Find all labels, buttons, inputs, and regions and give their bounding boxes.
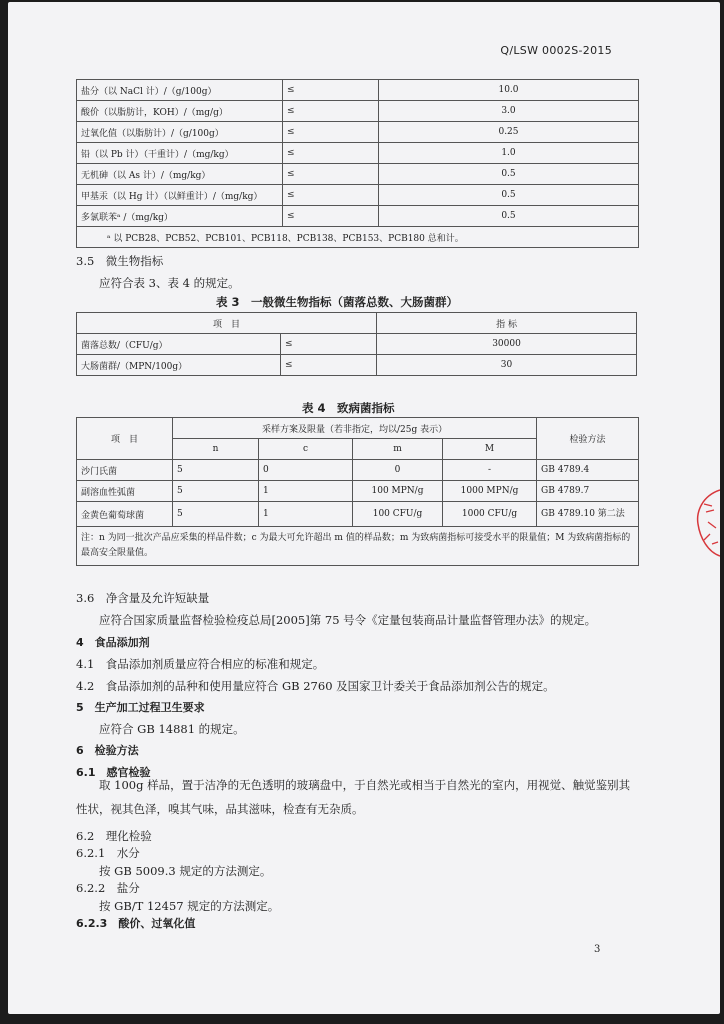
operator-cell: ≤ <box>283 164 379 185</box>
M-cell: 1000 CFU/g <box>443 502 537 527</box>
operator-cell: ≤ <box>281 355 377 376</box>
section-6 <box>76 742 139 758</box>
method-cell: GB 4789.10 第二法 <box>537 502 639 527</box>
section-6-2 <box>76 828 152 844</box>
section-number: 6.2.2 <box>76 881 106 895</box>
n-cell: 5 <box>173 460 259 481</box>
value-cell: 0.5 <box>379 185 639 206</box>
table-row <box>77 101 639 122</box>
section-title: 理化检验 <box>105 829 152 843</box>
table-row <box>77 206 639 227</box>
item-cell: 铅（以 Pb 计）（干重计）/（mg/kg） <box>77 143 283 164</box>
table-note: 注：n 为同一批次产品应采集的样品件数；c 为最大可允许超出 m 值的样品数；m 为致病菌指标可接受水平的限量值；M 为致病菌指标的最高安全限量值。 <box>77 527 639 566</box>
table4-caption: 表 4 致病菌指标 <box>302 401 395 415</box>
section-6-2-1-text: 按 GB 5009.3 规定的方法测定。 <box>99 864 272 878</box>
section-3-6-text: 应符合国家质量监督检验检疫总局[2005]第 75 号令《定量包装商品计量监督管理办法》的规定。 <box>99 613 597 627</box>
section-6-1-text: 取 100g 样品，置于洁净的无色透明的玻璃盘中，于自然光或相当于自然光的室内，用视觉、触觉鉴别其性状，视其色泽，嗅其气味，品其滋味，检查有无杂质。 <box>76 778 631 816</box>
header-item: 项 目 <box>77 313 377 334</box>
value-cell: 30 <box>377 355 637 376</box>
table-row <box>77 164 639 185</box>
header-method: 检验方法 <box>537 418 639 460</box>
section-title: 生产加工过程卫生要求 <box>94 701 205 714</box>
section-number: 6.2.3 <box>76 917 108 930</box>
table-row <box>77 122 639 143</box>
item-cell: 过氧化值（以脂肪计）/（g/100g） <box>77 122 283 143</box>
c-cell: 0 <box>259 460 353 481</box>
section-title: 盐分 <box>116 881 140 895</box>
n-cell: 5 <box>173 481 259 502</box>
c-cell: 1 <box>259 481 353 502</box>
table-footnote: ᵃ 以 PCB28、PCB52、PCB101、PCB118、PCB138、PCB153、PCB180 总和计。 <box>77 227 639 248</box>
subheader-n: n <box>173 439 259 460</box>
m-cell: 0 <box>353 460 443 481</box>
c-cell: 1 <box>259 502 353 527</box>
table3-caption: 表 3 一般微生物指标（菌落总数、大肠菌群） <box>216 295 459 309</box>
section-6-2-3 <box>76 915 195 931</box>
item-cell: 沙门氏菌 <box>77 460 173 481</box>
section-title: 净含量及允许短缺量 <box>105 591 210 605</box>
table-row <box>77 185 639 206</box>
table-header-row <box>77 313 637 334</box>
operator-cell: ≤ <box>283 206 379 227</box>
item-cell: 无机砷（以 As 计）/（mg/kg） <box>77 164 283 185</box>
M-cell: 1000 MPN/g <box>443 481 537 502</box>
table-footnote-row <box>77 227 639 248</box>
contaminant-table <box>76 79 639 248</box>
n-cell: 5 <box>173 502 259 527</box>
value-cell: 10.0 <box>379 80 639 101</box>
document-page <box>8 2 720 1014</box>
item-cell: 金黄色葡萄球菌 <box>77 502 173 527</box>
section-3-6 <box>76 590 209 606</box>
section-text: 食品添加剂的品种和使用量应符合 GB 2760 及国家卫计委关于食品添加剂公告的规定。 <box>105 679 555 693</box>
subheader-M: M <box>443 439 537 460</box>
section-6-2-2-text: 按 GB/T 12457 规定的方法测定。 <box>99 899 280 913</box>
document-code: Q/LSW 0002S-2015 <box>500 44 612 57</box>
item-cell: 盐分（以 NaCl 计）/（g/100g） <box>77 80 283 101</box>
operator-cell: ≤ <box>283 122 379 143</box>
section-title: 食品添加剂 <box>94 636 150 649</box>
m-cell: 100 MPN/g <box>353 481 443 502</box>
M-cell: - <box>443 460 537 481</box>
section-text: 食品添加剂质量应符合相应的标准和规定。 <box>105 657 325 671</box>
item-cell: 多氯联苯ᵃ /（mg/kg） <box>77 206 283 227</box>
subheader-m: m <box>353 439 443 460</box>
section-number: 3.5 <box>76 254 95 268</box>
section-title: 酸价、过氧化值 <box>118 917 196 930</box>
operator-cell: ≤ <box>283 101 379 122</box>
subheader-c: c <box>259 439 353 460</box>
operator-cell: ≤ <box>283 80 379 101</box>
table-header-row <box>77 418 639 439</box>
section-number: 5 <box>76 701 84 714</box>
value-cell: 0.5 <box>379 206 639 227</box>
value-cell: 3.0 <box>379 101 639 122</box>
method-cell: GB 4789.4 <box>537 460 639 481</box>
section-title: 感官检验 <box>106 766 151 779</box>
section-title: 水分 <box>116 846 140 860</box>
section-number: 4 <box>76 636 84 649</box>
red-seal-icon <box>692 482 720 562</box>
operator-cell: ≤ <box>283 185 379 206</box>
value-cell: 30000 <box>377 334 637 355</box>
section-number: 4.2 <box>76 679 95 693</box>
section-number: 3.6 <box>76 591 95 605</box>
value-cell: 0.5 <box>379 164 639 185</box>
section-number: 4.1 <box>76 657 95 671</box>
section-4-2 <box>76 678 555 694</box>
table-note-row <box>77 527 639 566</box>
section-4-1 <box>76 656 324 672</box>
section-6-2-1 <box>76 845 140 861</box>
m-cell: 100 CFU/g <box>353 502 443 527</box>
item-cell: 菌落总数/（CFU/g） <box>77 334 281 355</box>
section-number: 6.1 <box>76 766 96 779</box>
section-title: 检验方法 <box>94 744 139 757</box>
item-cell: 大肠菌群/（MPN/100g） <box>77 355 281 376</box>
section-title: 微生物指标 <box>105 254 164 268</box>
item-cell: 酸价（以脂肪计，KOH）/（mg/g） <box>77 101 283 122</box>
table-row <box>77 143 639 164</box>
table-row <box>77 80 639 101</box>
table-row <box>77 355 637 376</box>
table-row <box>77 334 637 355</box>
section-4 <box>76 634 150 650</box>
header-index: 指 标 <box>377 313 637 334</box>
item-cell: 副溶血性弧菌 <box>77 481 173 502</box>
table-row <box>77 460 639 481</box>
section-3-5 <box>76 253 163 269</box>
section-number: 6 <box>76 744 84 757</box>
section-6-2-2 <box>76 880 140 896</box>
table-row <box>77 502 639 527</box>
section-5 <box>76 699 205 715</box>
section-3-5-text: 应符合表 3、表 4 的规定。 <box>99 276 240 290</box>
section-5-text: 应符合 GB 14881 的规定。 <box>99 722 245 736</box>
item-cell: 甲基汞（以 Hg 计）（以鲜重计）/（mg/kg） <box>77 185 283 206</box>
method-cell: GB 4789.7 <box>537 481 639 502</box>
operator-cell: ≤ <box>283 143 379 164</box>
section-number: 6.2 <box>76 829 95 843</box>
table-row <box>77 481 639 502</box>
section-number: 6.2.1 <box>76 846 106 860</box>
value-cell: 1.0 <box>379 143 639 164</box>
header-item: 项 目 <box>77 418 173 460</box>
table4 <box>76 417 639 566</box>
table3 <box>76 312 637 376</box>
page-number: 3 <box>594 944 601 955</box>
header-plan: 采样方案及限量（若非指定，均以/25g 表示） <box>173 418 537 439</box>
operator-cell: ≤ <box>281 334 377 355</box>
value-cell: 0.25 <box>379 122 639 143</box>
